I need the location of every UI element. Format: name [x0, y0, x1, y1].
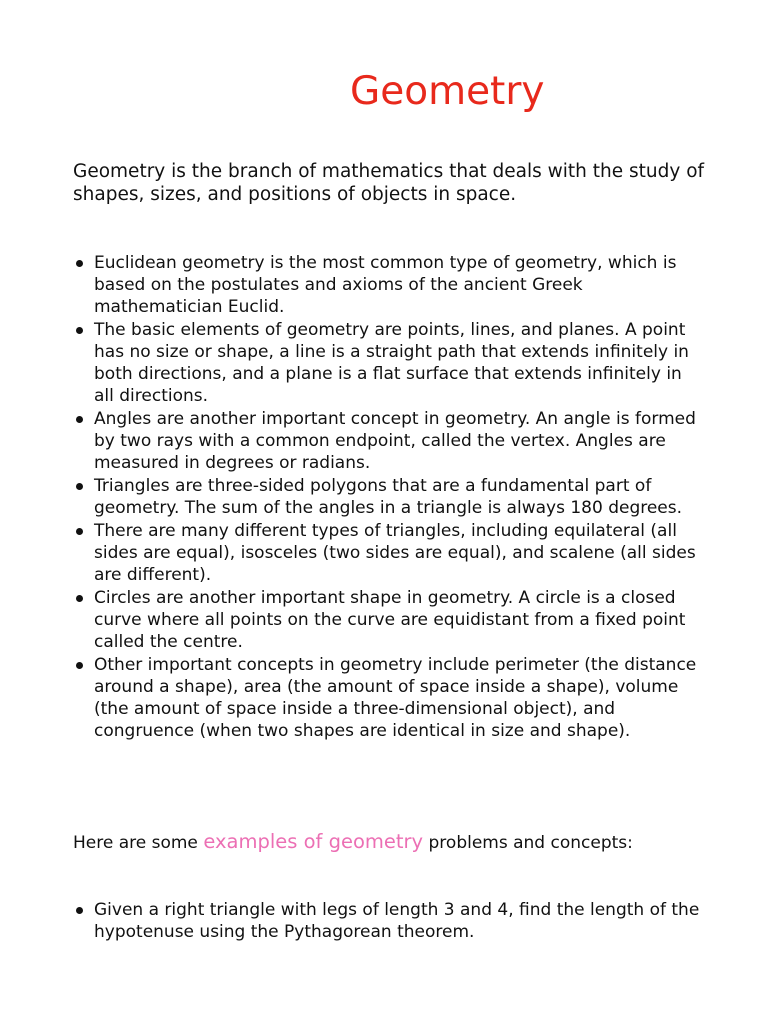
list-item [73, 899, 703, 943]
bullet-icon [76, 595, 83, 602]
list-item [73, 252, 703, 318]
list-item-text: Triangles are three-sided polygons that are a fundamental part of geometry. The sum of the angles in a triangle is always 180 degrees. [94, 476, 683, 518]
bullet-icon [76, 260, 83, 267]
main-bullet-list [73, 252, 703, 743]
examples-intro-before: Here are some [73, 833, 204, 853]
list-item-text: Given a right triangle with legs of length 3 and 4, find the length of the hypotenuse using the Pythagorean theorem. [94, 900, 700, 942]
page-title: Geometry [350, 69, 545, 114]
list-item-text: Circles are another important shape in geometry. A circle is a closed curve where all points on the curve are equidistant from a fixed point called the centre. [94, 588, 686, 652]
bullet-icon [76, 416, 83, 423]
examples-link[interactable]: examples of geometry [203, 830, 424, 853]
list-item [73, 520, 703, 586]
list-item [73, 408, 703, 474]
bullet-icon [76, 327, 83, 334]
list-item-text: The basic elements of geometry are points, lines, and planes. A point has no size or shape, a line is a straight path that extends infinitely in both directions, and a plane is a flat surface that extends infinitely in all directions. [94, 320, 689, 406]
list-item [73, 319, 703, 407]
list-item-text: There are many different types of triangles, including equilateral (all sides are equal), isosceles (two sides are equal), and scalene (all sides are different). [94, 521, 696, 585]
list-item [73, 587, 703, 653]
list-item-text: Other important concepts in geometry include perimeter (the distance around a shape), area (the amount of space inside a shape), volume (the amount of space inside a three-dimensional object), and congruence (when two shapes are identical in size and shape). [94, 655, 697, 741]
intro-paragraph: Geometry is the branch of mathematics that deals with the study of shapes, sizes, and positions of objects in space. [73, 161, 705, 205]
bullet-icon [76, 528, 83, 535]
list-item-text: Euclidean geometry is the most common type of geometry, which is based on the postulates and axioms of the ancient Greek mathematician Euclid. [94, 253, 677, 317]
examples-intro [73, 831, 703, 854]
bullet-icon [76, 907, 83, 914]
example-bullet-list [73, 899, 703, 943]
list-item-text: Angles are another important concept in geometry. An angle is formed by two rays with a common endpoint, called the vertex. Angles are measured in degrees or radians. [94, 409, 696, 473]
list-item [73, 654, 703, 742]
list-item [73, 475, 703, 519]
examples-intro-after: problems and concepts: [423, 833, 633, 853]
bullet-icon [76, 483, 83, 490]
bullet-icon [76, 662, 83, 669]
